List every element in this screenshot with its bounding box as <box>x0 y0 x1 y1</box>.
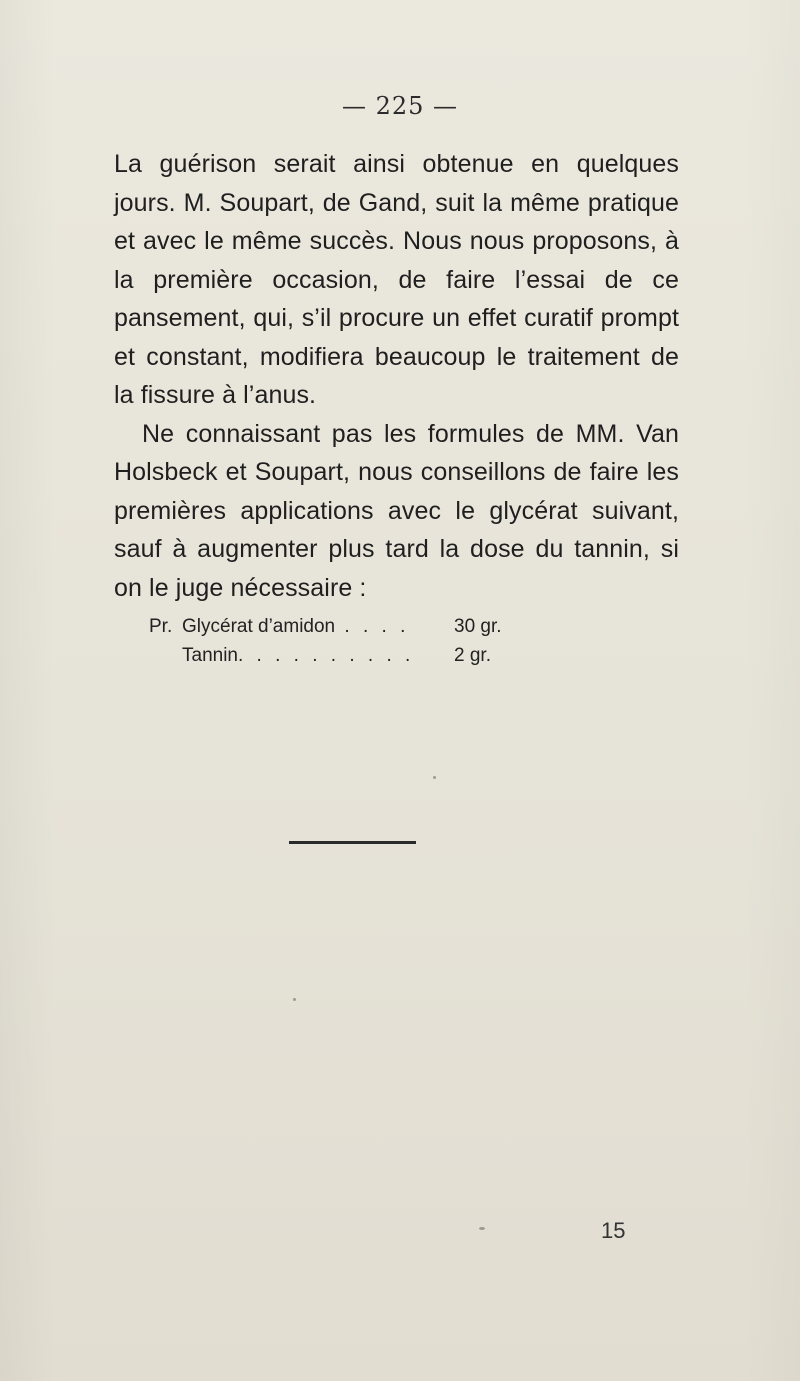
prescription-line-1 <box>149 612 529 641</box>
signature-mark: 15 <box>601 1218 626 1243</box>
page-number-header: — 225 — <box>341 92 459 120</box>
paper-speck <box>433 776 436 779</box>
ingredient-name <box>182 612 454 641</box>
paragraph-2: Ne connaissant pas les formules de MM. Van Holsbeck et Soupart, nous conseillons de faire les premières applications avec le glycérat suivant, sauf à augmenter plus tard la dose du tannin, si on le juge nécessaire : <box>114 419 679 602</box>
prescription-prefix-spacer <box>149 641 182 670</box>
ingredient-label: Tannin <box>182 645 238 666</box>
ingredient-dose: 30 gr. <box>454 616 502 637</box>
ingredient-label: Glycérat d’amidon <box>182 616 336 637</box>
leader-dots: . . . . <box>335 616 410 637</box>
paper-speck <box>293 998 296 1001</box>
paragraph-1: La guérison serait ainsi obtenue en quelques jours. M. Soupart, de Gand, suit la même pratique et avec le même succès. Nous nous proposons, à la première occasion, de faire l’essai de ce pansement, qui, s’il procure un effet curatif prompt et constant, modifiera beaucoup le traitement de la fissure à l’anus. <box>114 150 679 409</box>
prescription-formula <box>149 612 529 670</box>
ingredient-dose: 2 gr. <box>454 645 491 666</box>
leader-dots: . . . . . . . . . . <box>238 645 415 666</box>
paper-speck <box>479 1227 485 1230</box>
prescription-prefix: Pr. <box>149 616 173 637</box>
body-text <box>114 145 679 607</box>
ingredient-name <box>182 641 454 670</box>
section-divider-rule <box>289 841 416 844</box>
prescription-line-2 <box>149 641 529 670</box>
